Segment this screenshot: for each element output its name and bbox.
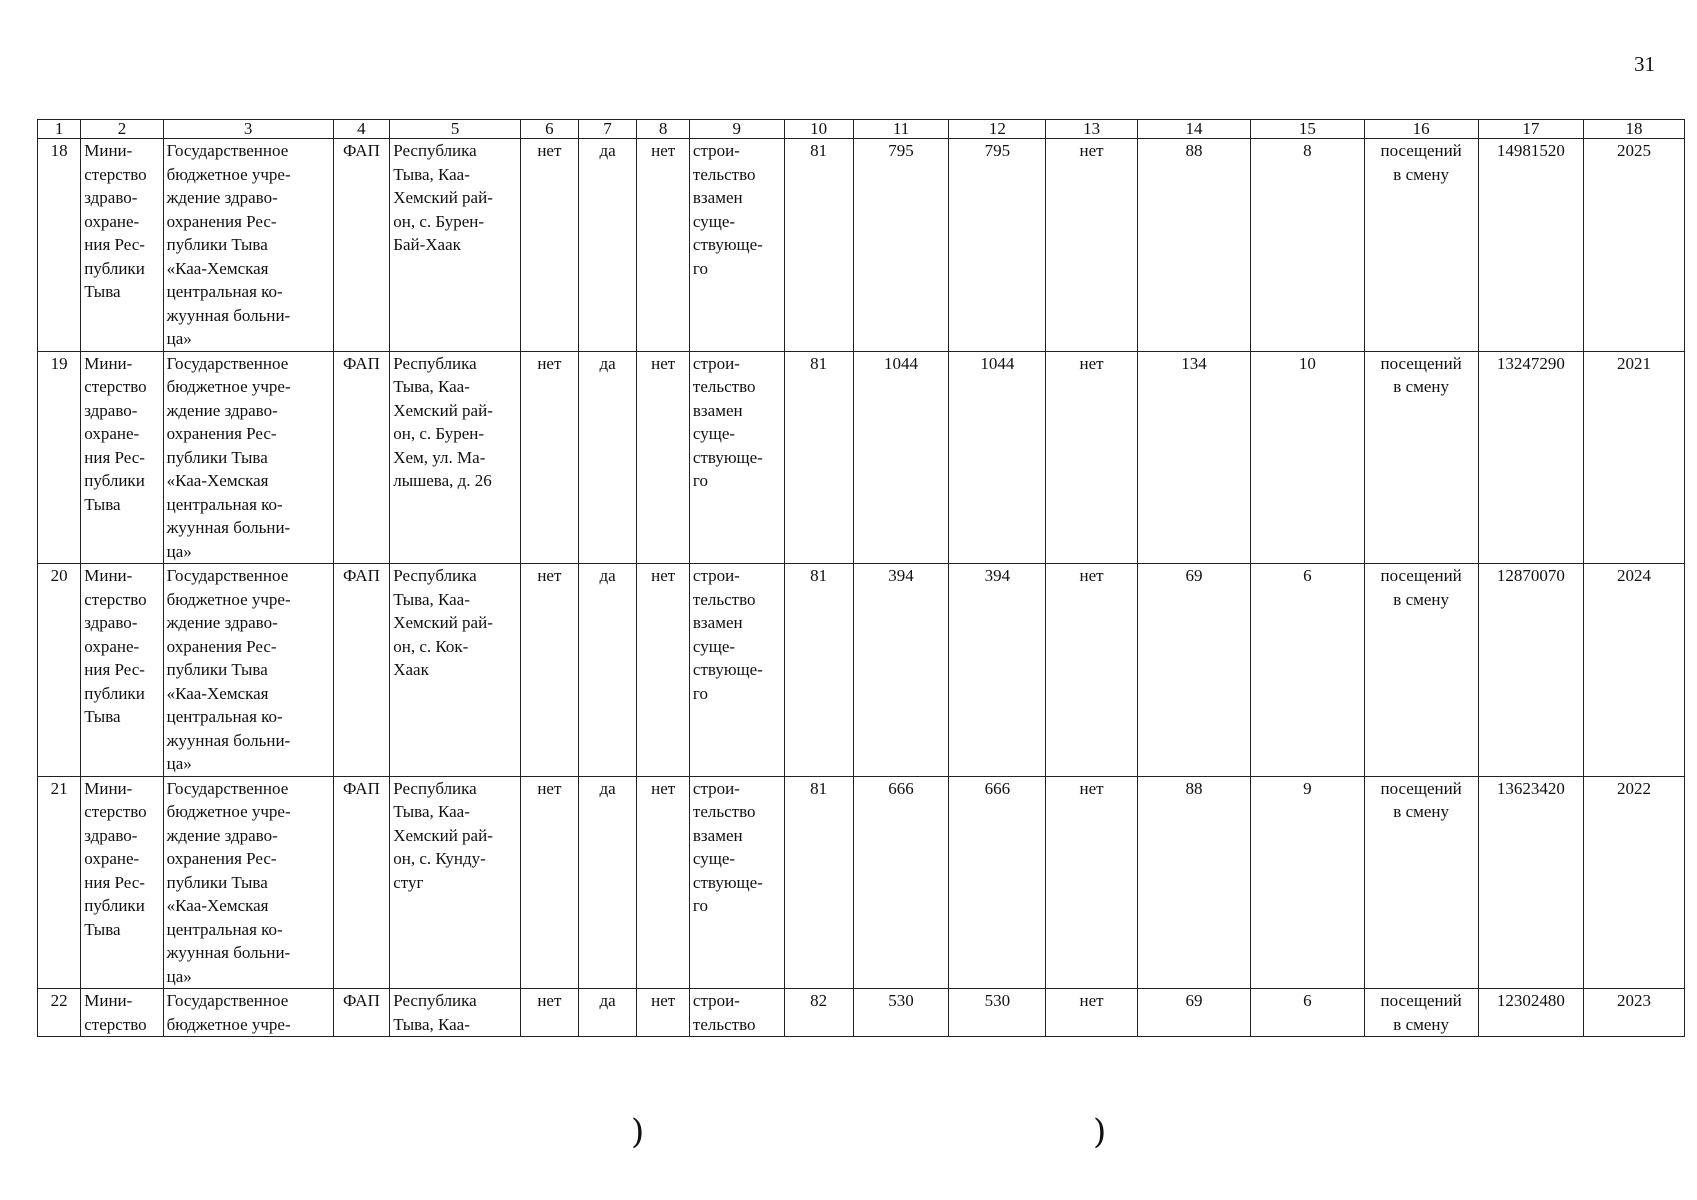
- column-header: 2: [81, 120, 163, 139]
- col14-cell: 88: [1137, 139, 1250, 352]
- col10-cell: 81: [784, 351, 853, 564]
- col13-cell: нет: [1046, 989, 1138, 1037]
- year-cell: 2024: [1583, 564, 1684, 777]
- institution-cell: Государственное бюджетное учре- ждение здраво- охранения Рес- публики Тыва «Каа-Хемская центральная ко- жуунная больни- ца»: [163, 351, 333, 564]
- col12-cell: 394: [949, 564, 1046, 777]
- column-number-row: [38, 120, 1685, 139]
- col12-cell: 1044: [949, 351, 1046, 564]
- facility-type-cell: ФАП: [333, 564, 390, 777]
- column-header: 3: [163, 120, 333, 139]
- column-header: 6: [521, 120, 579, 139]
- facility-type-cell: ФАП: [333, 351, 390, 564]
- work-type-cell: строи- тельство: [689, 989, 784, 1037]
- col13-cell: нет: [1046, 564, 1138, 777]
- col6-cell: нет: [521, 351, 579, 564]
- col6-cell: нет: [521, 564, 579, 777]
- col6-cell: нет: [521, 776, 579, 989]
- table-row: [38, 139, 1685, 352]
- owner-cell: Мини- стерство: [81, 989, 163, 1037]
- column-header: 11: [853, 120, 949, 139]
- cost-cell: 13247290: [1478, 351, 1583, 564]
- column-header: 12: [949, 120, 1046, 139]
- column-header: 5: [390, 120, 521, 139]
- work-type-cell: строи- тельство взамен суще- ствующе- го: [689, 351, 784, 564]
- page-number: 31: [1634, 52, 1655, 76]
- col15-cell: 9: [1251, 776, 1364, 989]
- col10-cell: 81: [784, 564, 853, 777]
- col8-cell: нет: [637, 564, 690, 777]
- col8-cell: нет: [637, 139, 690, 352]
- col10-cell: 82: [784, 989, 853, 1037]
- column-header: 1: [38, 120, 81, 139]
- institution-cell: Государственное бюджетное учре- ждение здраво- охранения Рес- публики Тыва «Каа-Хемская центральная ко- жуунная больни- ца»: [163, 139, 333, 352]
- facility-type-cell: ФАП: [333, 776, 390, 989]
- address-cell: Республика Тыва, Каа- Хемский рай- он, с. Бурен- Хем, ул. Ма- лышева, д. 26: [390, 351, 521, 564]
- col7-cell: да: [578, 776, 637, 989]
- col15-cell: 6: [1251, 564, 1364, 777]
- scan-mark: ): [631, 1112, 645, 1152]
- institution-cell: Государственное бюджетное учре- ждение здраво- охранения Рес- публики Тыва «Каа-Хемская центральная ко- жуунная больни- ца»: [163, 564, 333, 777]
- address-cell: Республика Тыва, Каа-: [390, 989, 521, 1037]
- col13-cell: нет: [1046, 776, 1138, 989]
- year-cell: 2025: [1583, 139, 1684, 352]
- col11-cell: 795: [853, 139, 949, 352]
- col14-cell: 69: [1137, 564, 1250, 777]
- cost-cell: 13623420: [1478, 776, 1583, 989]
- col6-cell: нет: [521, 989, 579, 1037]
- register-table: [37, 119, 1685, 1037]
- column-header: 17: [1478, 120, 1583, 139]
- row-number: 20: [38, 564, 81, 777]
- col15-cell: 10: [1251, 351, 1364, 564]
- col7-cell: да: [578, 564, 637, 777]
- row-number: 22: [38, 989, 81, 1037]
- table-row: [38, 989, 1685, 1037]
- row-number: 19: [38, 351, 81, 564]
- capacity-unit-cell: посещений в смену: [1364, 139, 1478, 352]
- facility-type-cell: ФАП: [333, 989, 390, 1037]
- table-row: [38, 351, 1685, 564]
- col15-cell: 8: [1251, 139, 1364, 352]
- owner-cell: Мини- стерство здраво- охране- ния Рес- публики Тыва: [81, 351, 163, 564]
- col14-cell: 88: [1137, 776, 1250, 989]
- column-header: 8: [637, 120, 690, 139]
- address-cell: Республика Тыва, Каа- Хемский рай- он, с. Кок- Хаак: [390, 564, 521, 777]
- column-header: 9: [689, 120, 784, 139]
- col10-cell: 81: [784, 139, 853, 352]
- col8-cell: нет: [637, 989, 690, 1037]
- col15-cell: 6: [1251, 989, 1364, 1037]
- year-cell: 2022: [1583, 776, 1684, 989]
- table-row: [38, 776, 1685, 989]
- address-cell: Республика Тыва, Каа- Хемский рай- он, с. Бурен- Бай-Хаак: [390, 139, 521, 352]
- col11-cell: 394: [853, 564, 949, 777]
- facility-type-cell: ФАП: [333, 139, 390, 352]
- col12-cell: 795: [949, 139, 1046, 352]
- capacity-unit-cell: посещений в смену: [1364, 776, 1478, 989]
- capacity-unit-cell: посещений в смену: [1364, 564, 1478, 777]
- column-header: 16: [1364, 120, 1478, 139]
- row-number: 21: [38, 776, 81, 989]
- year-cell: 2021: [1583, 351, 1684, 564]
- column-header: 14: [1137, 120, 1250, 139]
- work-type-cell: строи- тельство взамен суще- ствующе- го: [689, 776, 784, 989]
- owner-cell: Мини- стерство здраво- охране- ния Рес- публики Тыва: [81, 776, 163, 989]
- col13-cell: нет: [1046, 351, 1138, 564]
- column-header: 7: [578, 120, 637, 139]
- col7-cell: да: [578, 989, 637, 1037]
- cost-cell: 12302480: [1478, 989, 1583, 1037]
- capacity-unit-cell: посещений в смену: [1364, 351, 1478, 564]
- column-header: 13: [1046, 120, 1138, 139]
- scan-mark: ): [1093, 1112, 1107, 1152]
- col12-cell: 530: [949, 989, 1046, 1037]
- column-header: 18: [1583, 120, 1684, 139]
- work-type-cell: строи- тельство взамен суще- ствующе- го: [689, 139, 784, 352]
- col7-cell: да: [578, 351, 637, 564]
- work-type-cell: строи- тельство взамен суще- ствующе- го: [689, 564, 784, 777]
- capacity-unit-cell: посещений в смену: [1364, 989, 1478, 1037]
- year-cell: 2023: [1583, 989, 1684, 1037]
- col7-cell: да: [578, 139, 637, 352]
- col11-cell: 666: [853, 776, 949, 989]
- owner-cell: Мини- стерство здраво- охране- ния Рес- публики Тыва: [81, 564, 163, 777]
- col8-cell: нет: [637, 776, 690, 989]
- col12-cell: 666: [949, 776, 1046, 989]
- address-cell: Республика Тыва, Каа- Хемский рай- он, с. Кунду- стуг: [390, 776, 521, 989]
- institution-cell: Государственное бюджетное учре- ждение здраво- охранения Рес- публики Тыва «Каа-Хемская центральная ко- жуунная больни- ца»: [163, 776, 333, 989]
- cost-cell: 12870070: [1478, 564, 1583, 777]
- col11-cell: 1044: [853, 351, 949, 564]
- col8-cell: нет: [637, 351, 690, 564]
- col11-cell: 530: [853, 989, 949, 1037]
- cost-cell: 14981520: [1478, 139, 1583, 352]
- owner-cell: Мини- стерство здраво- охране- ния Рес- публики Тыва: [81, 139, 163, 352]
- column-header: 10: [784, 120, 853, 139]
- col10-cell: 81: [784, 776, 853, 989]
- column-header: 15: [1251, 120, 1364, 139]
- col14-cell: 69: [1137, 989, 1250, 1037]
- col13-cell: нет: [1046, 139, 1138, 352]
- table-row: [38, 564, 1685, 777]
- col14-cell: 134: [1137, 351, 1250, 564]
- row-number: 18: [38, 139, 81, 352]
- col6-cell: нет: [521, 139, 579, 352]
- institution-cell: Государственное бюджетное учре-: [163, 989, 333, 1037]
- column-header: 4: [333, 120, 390, 139]
